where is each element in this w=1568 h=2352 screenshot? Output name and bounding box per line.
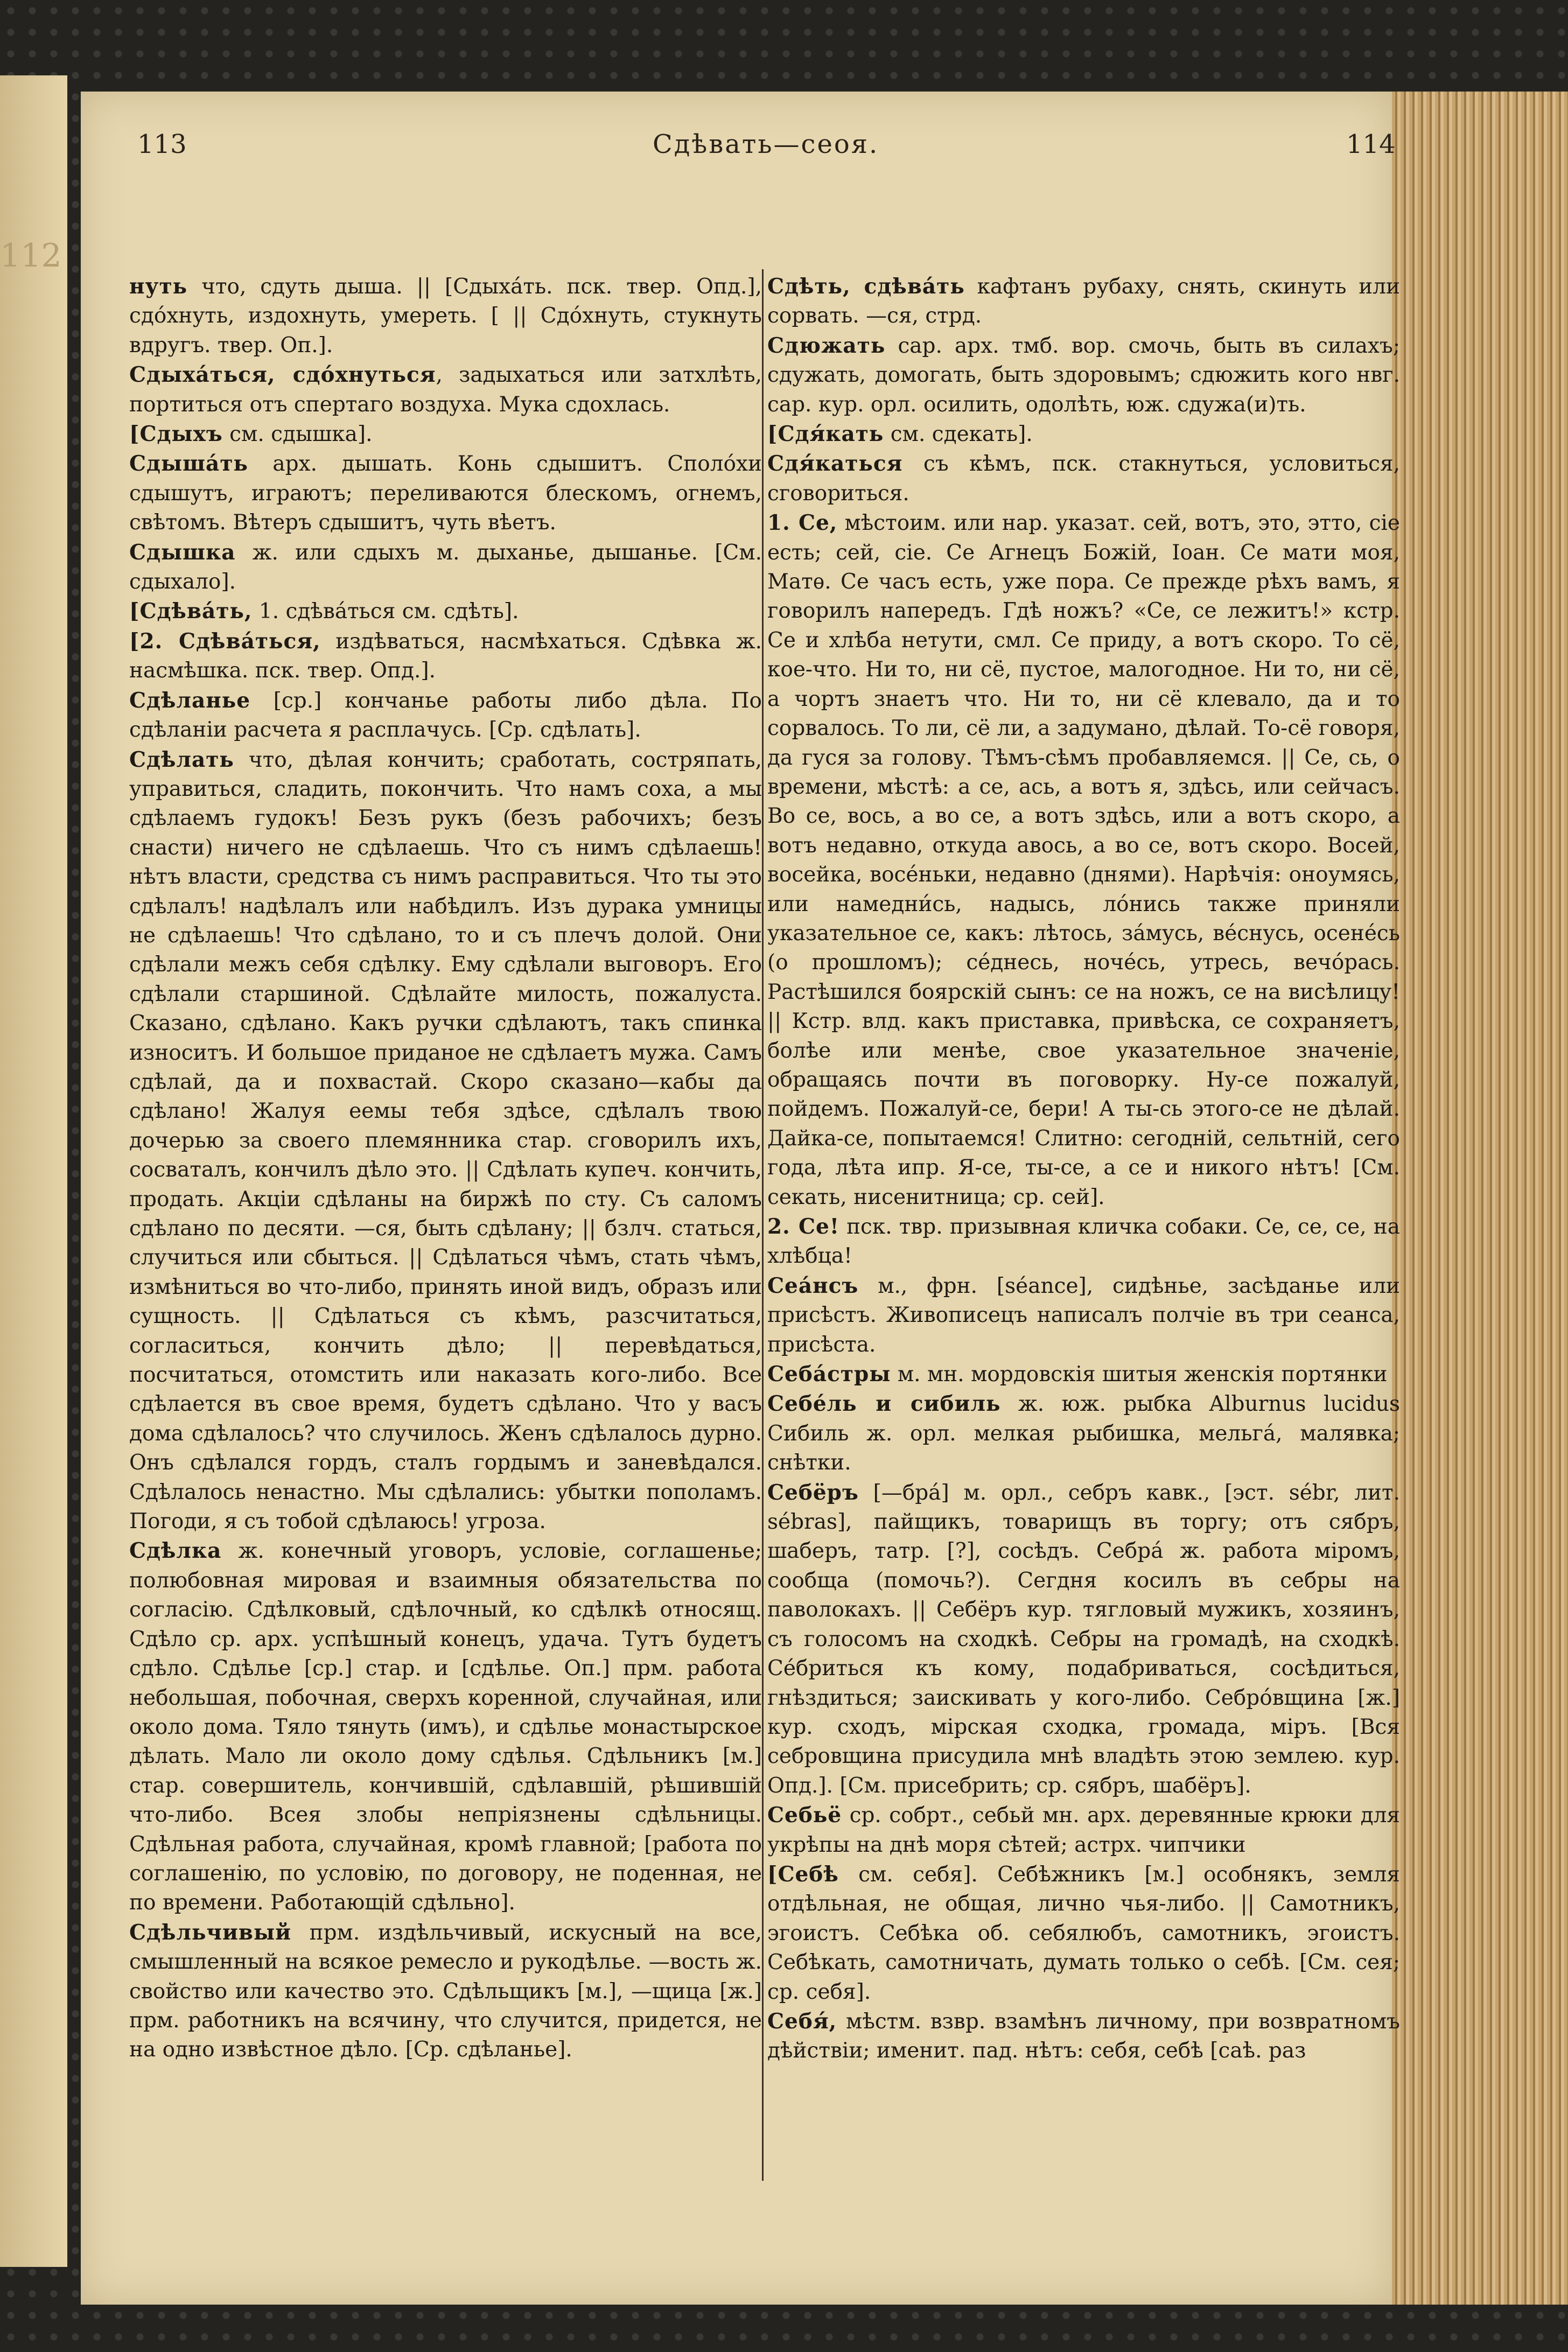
entry-headword: 2. Се! [767,1214,839,1239]
dictionary-entry [767,1360,1400,1389]
dictionary-entry [767,1478,1400,1801]
entry-headword: Себéль и сибиль [767,1391,1001,1417]
entry-definition: прм. издѣльчивый, искусный на все, смышленный на всякое ремесло и рукодѣлье. —вость ж. свойство или качество это. Сдѣльщикъ [м.], —щица [ж.] прм. работникъ на всячину, что случится, придется, не на одно извѣстное дѣло. [Ср. сдѣланье]. [129,1920,762,2062]
entry-headword: Себя́, [767,2008,837,2034]
entry-definition: ж. конечный уговоръ, условіе, соглашенье; полюбовная мировая и взаимныя обязательства по согласію. Сдѣлковый, сдѣлочный, ко сдѣлкѣ относящ. Сдѣло ср. арх. успѣшный конецъ, удача. Тутъ будетъ сдѣло. Сдѣлье [ср.] стар. и [сдѣлье. Оп.] прм. работа небольшая, побочная, сверхъ коренной, случайная, или около дома. Тяло тянуть (имъ), и сдѣлье монастырское дѣлать. Мало ли около дому сдѣлья. Сдѣльникъ [м.] стар. совершитель, кончившій, сдѣлавшій, рѣшившій что-либо. Всея злобы непріязнены сдѣльницы. Сдѣльная работа, случайная, кромѣ главной; [работа по соглашенію, по условію, по договору, не поденная, не по времени. Работающій сдѣльно]. [129,1539,762,1915]
dictionary-entry [129,627,762,686]
dictionary-entry [767,2007,1400,2066]
entry-headword: Сдя́каться [767,451,903,477]
entry-definition: см. сдекать]. [884,422,1033,447]
left-page-number-fragment: 112 [0,237,62,275]
dictionary-entry [129,538,762,597]
left-column [129,272,762,2181]
entry-headword: Сдышáть [129,451,248,477]
entry-definition: 1. сдѣвáться см. сдѣть]. [252,599,519,624]
entry-headword: [Сдыхъ [129,422,223,447]
page-number-right: 114 [1346,129,1396,159]
entry-headword: Себáстры [767,1362,891,1387]
entry-definition: мѣстм. взвр. взамѣнъ личному, при возвратномъ дѣйствіи; именит. пад. нѣтъ: себя, себѣ [саѣ. раз [767,2009,1400,2063]
dictionary-entry [129,272,762,360]
dictionary-entry [129,597,762,626]
entry-headword: [Сдѣвáть, [129,599,253,624]
entry-headword: Сдѣлать [129,747,234,772]
entry-headword: Себёръ [767,1480,859,1505]
dictionary-entry [129,360,762,419]
entry-definition: [ср.] кончанье работы либо дѣла. По сдѣланіи расчета я расплачусь. [Ср. сдѣлать]. [129,688,762,743]
dictionary-entry [767,1860,1400,2007]
dictionary-entry [767,1212,1400,1271]
entry-headword: Сдѣть, сдѣвáть [767,274,965,299]
entry-headword: Сдѣланье [129,688,251,713]
entry-headword: [Сдя́кать [767,422,884,447]
dictionary-entry [767,1801,1400,1860]
book-page-edges [1392,92,1568,2305]
entry-definition: см. себя]. Себѣжникъ [м.] особнякъ, земля отдѣльная, не общая, лично чья-либо. || Самотникъ, эгоистъ. Себѣка об. себялюбъ, самотникъ, эгоистъ. Себѣкать, самотничать, думать только о себѣ. [См. сея; ср. себя]. [767,1862,1400,2004]
dictionary-entry [129,745,762,1537]
entry-headword: [Себѣ [767,1861,839,1887]
entry-definition: ж. или сдыхъ м. дыханье, дышанье. [См. сдыхало]. [129,540,762,594]
entry-definition: [—брá] м. орл., себръ кавк., [эст. sébr, лит. sébras], пайщикъ, товарищъ въ торгу; отъ сябръ, шаберъ, татр. [?], сосѣдъ. Себрá ж. работа міромъ, сообща (помочь?). Сегдня косилъ въ себры на паволокахъ. || Себёръ кур. тягловый мужикъ, хозяинъ, съ голосомъ на сходкѣ. Себры на громадѣ, на сходкѣ. Сéбриться къ кому, подабриваться, сосѣдиться, гнѣздиться; заискивать у кого-либо. Себрóвщина [ж.] кур. сходъ, мірская сходка, громада, міръ. [Вся себровщина присудила мнѣ владѣть этою землею. кур. Опд.]. [См. присебрить; ср. сябръ, шабёръ]. [767,1480,1400,1798]
running-header [0,129,1568,172]
dictionary-entry [767,508,1400,1212]
entry-definition: издѣваться, насмѣхаться. Сдѣвка ж. насмѣшка. пск. твер. Опд.]. [129,629,762,683]
entry-definition: мѣстоим. или нар. указат. сей, вотъ, это, этто, сіе есть; сей, сіе. Се Агнецъ Божій, Іоан. Се мати моя, Матѳ. Се часъ есть, уже пора. Се прежде рѣхъ вамъ, я говорилъ напередъ. Гдѣ ножъ? «Се, се лежитъ!» кстр. Се и хлѣба нетути, смл. Се приду, а вотъ скоро. То сё, кое-что. Ни то, ни сё, пустое, малогодное. Ни то, ни сё, а чортъ знаетъ что. Ни то, ни сё клевало, да и то сорвалось. То ли, сё ли, а задумано, дѣлай. То-сё говоря, да гуся за голову. Тѣмъ-сѣмъ пробавляемся. || Се, сь, о времени, мѣстѣ: а се, ась, а вотъ я, здѣсь, или сейчасъ. Во се, вось, а во се, а вотъ здѣсь, или а вотъ скоро, а вотъ недавно, откуда авось, а во се, вотъ скоро. Восей, восейка, восéньки, недавно (днями). Нарѣчія: оноумясь, или намедни́сь, надысь, ло́нись также приняли указательное се, какъ: лѣтось, зáмусь, вéснусь, осенéсь (о прошломъ); сéднесь, ночéсь, утресь, вечóрась. Растѣшился боярскій сынъ: се на ножъ, се на висѣлицу! || Кстр. влд. какъ приставка, привѣска, се сохраняетъ, болѣе или менѣе, свое указательное значеніе, обращаясь почти въ поговорку. Ну-се пожалуй, пойдемъ. Пожалуй-се, бери! А ты-сь этого-се не дѣлай. Дайка-се, попытаемся! Слитно: сегодній, сельтній, сего года, лѣта ипр. Я-се, ты-се, а се и никого нѣтъ! [См. секать, нисенитница; ср. сей]. [767,511,1400,1209]
entry-definition: что, дѣлая кончить; сработать, состряпать, управиться, сладить, покончить. Что намъ соха, а мы сдѣлаемъ гудокъ! Безъ рукъ (безъ рабочихъ; безъ снасти) ничего не сдѣлаешь. Что съ нимъ сдѣлаешь! нѣтъ власти, средства съ нимъ расправиться. Что ты это сдѣлалъ! надѣлалъ или набѣдилъ. Изъ дурака умницы не сдѣлаешь! Что сдѣлано, то и съ плечъ долой. Они сдѣлали межъ себя сдѣлку. Ему сдѣлали выговоръ. Его сдѣлали старшиной. Сдѣлайте милость, пожалуста. Сказано, сдѣлано. Какъ ручки сдѣлаютъ, такъ спинка износитъ. И большое приданое не сдѣлаетъ мужа. Самъ сдѣлай, да и похвастай. Скоро сказано—кабы да сдѣлано! Жалуя еемы тебя здѣсе, сдѣлалъ твою дочерью за своего племянника стар. сговорилъ ихъ, сосваталъ, кончилъ дѣло это. || Сдѣлать купеч. кончить, продать. Акціи сдѣланы на биржѣ по сту. Съ саломъ сдѣлано по десяти. —ся, быть сдѣлану; || бзлч. статься, случиться или сбыться. || Сдѣлаться чѣмъ, стать чѣмъ, измѣниться во что-либо, принять иной видъ, образъ или сущность. || Сдѣлаться съ кѣмъ, разсчитаться, согласиться, кончить дѣло; || перевѣдаться, посчитаться, отомстить или наказать кого-либо. Все сдѣлается въ свое время, будетъ сдѣлано. Что у васъ дома сдѣлалось? что случилось. Женъ сдѣлалось дурно. Онъ сдѣлался гордъ, сталъ гордымъ и заневѣдался. Сдѣлалось ненастно. Мы сдѣлались: убытки пополамъ. Погоди, я съ тобой сдѣлаюсь! угроза. [129,747,762,1534]
dictionary-entry [767,1389,1400,1478]
entry-headword: Сдюжать [767,333,886,358]
entry-definition: что, сдуть дыша. || [Сдыхáть. пск. твер. Опд.], сдóхнуть, издохнуть, умереть. [ || Сдóхнуть, стукнуть вдругъ. твер. Оп.]. [129,275,762,358]
entry-definition: ср. собрт., себьй мн. арх. деревянные крюки для укрѣпы на днѣ моря сѣтей; астрх. чипчики [767,1803,1400,1857]
entry-headword: Сдѣльчивый [129,1920,292,1945]
dictionary-entry [129,449,762,537]
entry-headword: Сдѣлка [129,1538,222,1564]
dictionary-entry [767,419,1400,449]
entry-definition: арх. дышать. Конь сдышитъ. Сполóхи сдышутъ, играютъ; переливаются блескомъ, огнемъ, свѣтомъ. Вѣтеръ сдышитъ, чуть вѣетъ. [129,452,762,535]
entry-headword: Сдыхáться, сдóхнуться [129,362,436,388]
column-divider [762,269,764,2181]
entry-headword: 1. Се, [767,510,838,536]
dictionary-entry [129,1536,762,1917]
entry-headword: [2. Сдѣвáться, [129,628,321,654]
entry-definition: м., фрн. [séance], сидѣнье, засѣданье или присѣстъ. Живописецъ написалъ полчіе въ три сеанса, присѣста. [767,1273,1400,1357]
entry-definition: кафтанъ рубаху, снять, скинуть или сорвать. —ся, стрд. [767,275,1400,328]
entry-headword: Сеáнсъ [767,1273,859,1298]
dictionary-entry [129,419,762,449]
entry-definition: , задыхаться или затхлѣть, портиться отъ спертаго воздуха. Мука сдохлась. [129,363,762,417]
entry-definition: м. мн. мордовскія шитыя женскія портянки [891,1362,1388,1387]
entry-definition: см. сдышка]. [222,422,373,447]
entry-definition: пск. твр. призывная кличка собаки. Се, се, се, на хлѣбца! [767,1215,1400,1269]
dictionary-entry [767,449,1400,508]
entry-headword: Себьё [767,1803,842,1828]
dictionary-entry [767,272,1400,331]
entry-definition: съ кѣмъ, пск. стакнуться, условиться, сговориться. [767,452,1400,506]
entry-definition: сар. арх. тмб. вор. смочь, быть въ силахъ; сдужать, домогать, быть здоровымъ; сдюжить кого нвг. сар. кур. орл. осилить, одолѣть, юж. сдужа(и)ть. [767,333,1400,417]
entry-headword: Сдышка [129,540,236,565]
dictionary-entry [767,1271,1400,1360]
running-title: Сдѣвать—сеоя. [653,129,879,159]
dictionary-entry [129,1918,762,2065]
right-column [767,272,1400,2181]
entry-headword: нуть [129,274,188,299]
page-number-left: 113 [137,129,187,159]
left-page-edge [0,75,67,2267]
dictionary-entry [767,331,1400,419]
dictionary-entry [129,686,762,745]
entry-definition: ж. юж. рыбка Alburnus lucidus Сибиль ж. орл. мелкая рыбишка, мельгá, малявка; снѣтки. [767,1392,1400,1475]
